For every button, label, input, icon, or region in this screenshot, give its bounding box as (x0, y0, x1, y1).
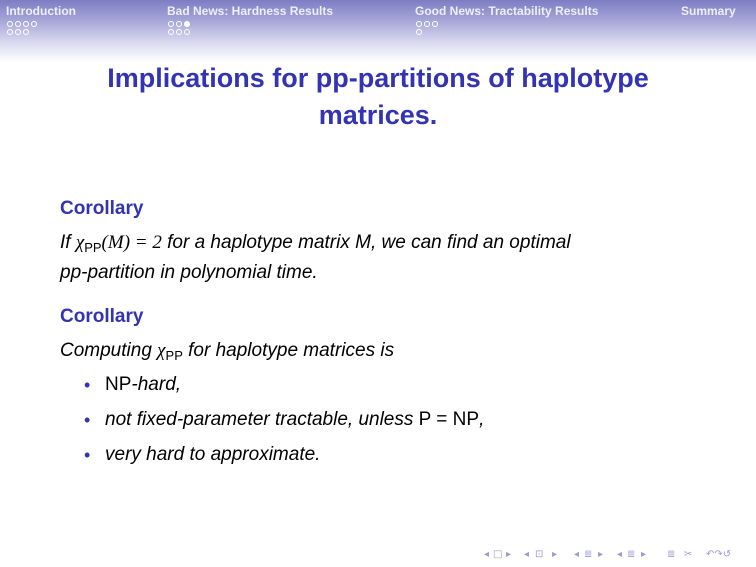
chi-subscript: PP (84, 240, 102, 255)
next-section-icon[interactable]: ▸ (641, 549, 647, 560)
slide-title-line: matrices. (318, 100, 438, 130)
math-expression: (M) = 2 (101, 232, 162, 253)
bullet-icon: • (84, 375, 91, 395)
nav-dot-frame[interactable] (184, 29, 190, 35)
nav-dot-frame[interactable] (168, 29, 174, 35)
list-item-italic: not fixed-parameter tractable, unless (105, 409, 419, 430)
slide-title (0, 60, 756, 134)
nav-dot-frame[interactable] (424, 21, 430, 27)
nav-section-title[interactable]: Introduction (6, 4, 76, 18)
list-item-italic: -hard, (131, 374, 182, 395)
chi-subscript: PP (165, 348, 183, 363)
chi-symbol: χ (75, 232, 85, 253)
nav-dot-frame[interactable] (23, 21, 29, 27)
nav-section-title[interactable]: Good News: Tractability Results (415, 4, 599, 18)
corollary-line (60, 228, 571, 258)
slide-title-line: Implications for pp-partitions of haplotype (107, 63, 649, 93)
list-item-text (105, 406, 484, 434)
prev-frame-icon[interactable]: ◂ (524, 549, 530, 560)
nav-section-title[interactable]: Bad News: Hardness Results (167, 4, 334, 18)
list-item-italic: , (479, 409, 485, 430)
appendix-icon[interactable]: ✂ (684, 549, 693, 560)
nav-section-summary[interactable] (681, 4, 736, 18)
nav-dot-frame[interactable] (15, 21, 21, 27)
slide-icon[interactable]: □ (493, 549, 503, 560)
nav-dot-frame[interactable] (416, 21, 422, 27)
document-icon[interactable]: ≣ (667, 549, 676, 560)
next-slide-icon[interactable]: ▸ (506, 549, 512, 560)
nav-section-bad-news[interactable] (167, 4, 333, 18)
list-item-roman: NP (105, 374, 132, 395)
search-back-forward-icon[interactable]: ↶↷↺ (706, 549, 732, 560)
corollary-body (60, 336, 394, 366)
list-item-roman: P = NP (418, 409, 480, 430)
nav-dot-frame[interactable] (7, 21, 13, 27)
nav-dot-frame[interactable] (168, 21, 174, 27)
section-icon[interactable]: ≣ (627, 549, 636, 560)
nav-dot-frame[interactable] (7, 29, 13, 35)
bullet-icon: • (84, 445, 91, 465)
corollary-body (60, 228, 571, 287)
corollary-heading: Corollary (60, 198, 144, 219)
nav-dot-current-frame[interactable] (184, 21, 190, 27)
corollary-text: If (60, 232, 76, 253)
corollary-text: for a haplotype matrix M, we can find an optimal (161, 232, 571, 253)
navigation-bar (0, 0, 756, 62)
list-item-text: very hard to approximate. (105, 444, 321, 465)
nav-dot-frame[interactable] (15, 29, 21, 35)
nav-dot-frame[interactable] (432, 21, 438, 27)
nav-dot-frame[interactable] (176, 29, 182, 35)
nav-dot-frame[interactable] (176, 21, 182, 27)
next-frame-icon[interactable]: ▸ (552, 549, 558, 560)
next-subsection-icon[interactable]: ▸ (598, 549, 604, 560)
nav-section-title[interactable]: Summary (681, 4, 736, 18)
nav-section-introduction[interactable] (6, 4, 76, 18)
prev-slide-icon[interactable]: ◂ (484, 549, 490, 560)
list-item-text (105, 371, 181, 399)
frame-icon[interactable]: ⊡ (535, 549, 544, 560)
subsection-icon[interactable]: ≣ (584, 549, 593, 560)
prev-subsection-icon[interactable]: ◂ (574, 549, 580, 560)
corollary-text: Computing (60, 340, 158, 361)
nav-dot-frame[interactable] (416, 29, 422, 35)
nav-section-good-news[interactable] (415, 4, 598, 18)
corollary-heading: Corollary (60, 306, 144, 327)
bullet-icon: • (84, 410, 91, 430)
nav-dot-frame[interactable] (31, 21, 37, 27)
corollary-text: for haplotype matrices is (182, 340, 395, 361)
prev-section-icon[interactable]: ◂ (617, 549, 623, 560)
corollary-line: pp-partition in polynomial time. (60, 262, 318, 283)
chi-symbol: χ (157, 340, 166, 361)
nav-dot-frame[interactable] (23, 29, 29, 35)
